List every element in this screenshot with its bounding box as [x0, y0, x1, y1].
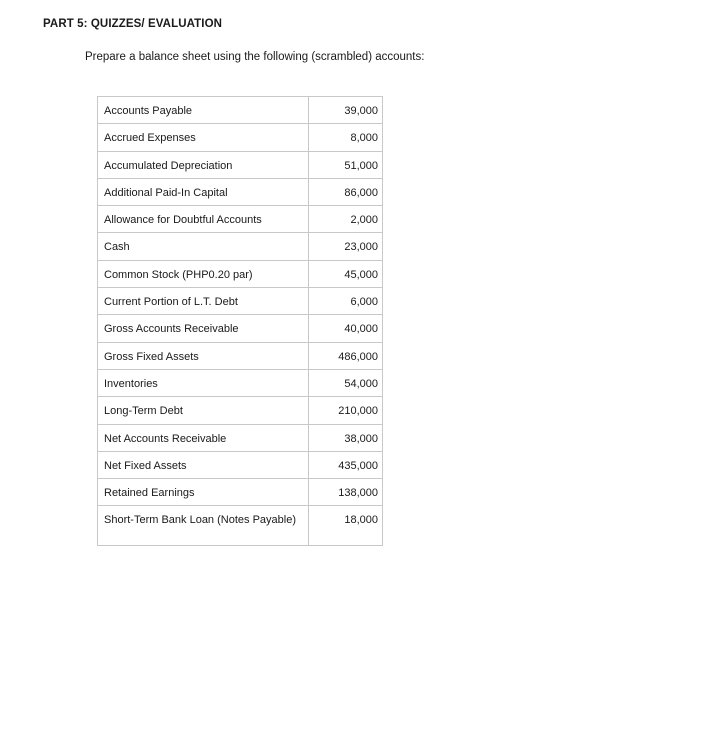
- section-heading: PART 5: QUIZZES/ EVALUATION: [43, 18, 223, 30]
- table-row: [98, 451, 383, 478]
- account-name: Net Fixed Assets: [98, 451, 309, 478]
- table-row: [98, 178, 383, 205]
- account-name: Accounts Payable: [98, 97, 309, 124]
- account-value: 6,000: [309, 288, 383, 315]
- table-row: [98, 479, 383, 506]
- table-row: [98, 260, 383, 287]
- table-row: [98, 233, 383, 260]
- table-row: [98, 288, 383, 315]
- account-name: Inventories: [98, 369, 309, 396]
- table-row: [98, 506, 383, 546]
- table-row: [98, 124, 383, 151]
- account-value: 18,000: [309, 506, 383, 546]
- account-value: 51,000: [309, 151, 383, 178]
- account-name: Net Accounts Receivable: [98, 424, 309, 451]
- account-value: 435,000: [309, 451, 383, 478]
- account-name: Additional Paid-In Capital: [98, 178, 309, 205]
- account-value: 54,000: [309, 369, 383, 396]
- table-row: [98, 206, 383, 233]
- account-value: 38,000: [309, 424, 383, 451]
- instruction-text: Prepare a balance sheet using the following (scrambled) accounts:: [85, 51, 425, 63]
- accounts-table: [97, 96, 383, 546]
- table-row: [98, 397, 383, 424]
- account-name: Cash: [98, 233, 309, 260]
- table-row: [98, 424, 383, 451]
- account-name: Long-Term Debt: [98, 397, 309, 424]
- account-name: Gross Fixed Assets: [98, 342, 309, 369]
- table-row: [98, 342, 383, 369]
- account-name: Accrued Expenses: [98, 124, 309, 151]
- account-name: Allowance for Doubtful Accounts: [98, 206, 309, 233]
- table-row: [98, 151, 383, 178]
- account-value: 39,000: [309, 97, 383, 124]
- account-value: 2,000: [309, 206, 383, 233]
- account-value: 210,000: [309, 397, 383, 424]
- account-name: Accumulated Depreciation: [98, 151, 309, 178]
- account-value: 23,000: [309, 233, 383, 260]
- table-row: [98, 369, 383, 396]
- account-name: Gross Accounts Receivable: [98, 315, 309, 342]
- account-value: 486,000: [309, 342, 383, 369]
- account-value: 40,000: [309, 315, 383, 342]
- table-row: [98, 97, 383, 124]
- account-value: 45,000: [309, 260, 383, 287]
- account-value: 138,000: [309, 479, 383, 506]
- table-row: [98, 315, 383, 342]
- account-name: Short-Term Bank Loan (Notes Payable): [98, 506, 309, 546]
- account-name: Current Portion of L.T. Debt: [98, 288, 309, 315]
- account-name: Retained Earnings: [98, 479, 309, 506]
- account-value: 86,000: [309, 178, 383, 205]
- account-name: Common Stock (PHP0.20 par): [98, 260, 309, 287]
- account-value: 8,000: [309, 124, 383, 151]
